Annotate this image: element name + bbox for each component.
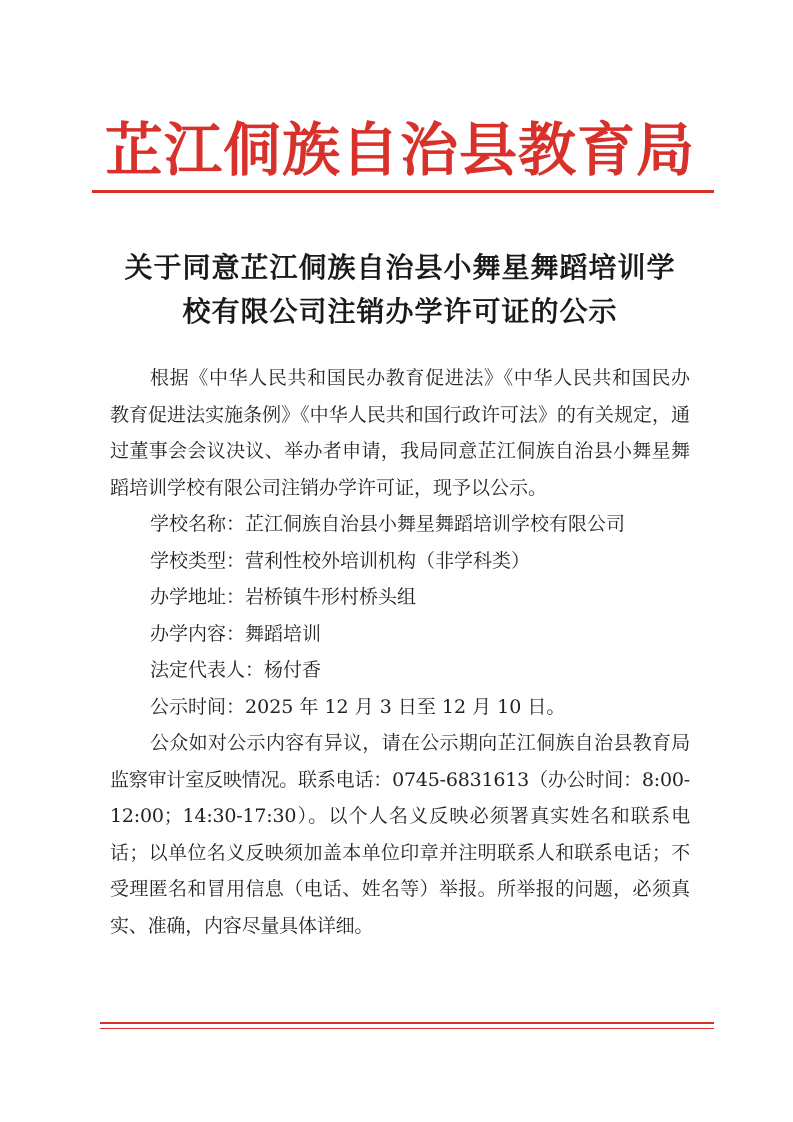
- agency-letterhead-title: 芷江侗族自治县教育局: [104, 116, 695, 184]
- intro-paragraph: 根据《中华人民共和国民办教育促进法》《中华人民共和国民办教育促进法实施条例》《中华人民共和国行政许可法》的有关规定，通过董事会会议决议、举办者申请，我局同意芷江侗族自治县小舞星舞蹈培训学校有限公司注销办学许可证，现予以公示。: [110, 367, 690, 499]
- notice-title-line-1: 关于同意芷江侗族自治县小舞星舞蹈培训学: [124, 251, 676, 284]
- field-label: 公示时间：: [150, 695, 246, 718]
- field-school-name: [110, 506, 690, 543]
- field-label: 办学地址：: [150, 586, 246, 608]
- field-value: 舞蹈培训: [245, 622, 322, 645]
- notice-body: [110, 360, 690, 944]
- field-label: 办学内容：: [150, 622, 246, 645]
- field-label: 学校类型：: [150, 549, 246, 572]
- field-school-type: [110, 543, 690, 580]
- field-school-address: [110, 579, 690, 616]
- footer-red-rule-thick: [100, 1022, 714, 1024]
- field-notice-period: [110, 689, 690, 726]
- field-label: 法定代表人：: [150, 659, 265, 681]
- footer-red-rule-thin: [100, 1028, 714, 1029]
- field-value: 岩桥镇牛形村桥头组: [245, 586, 417, 608]
- field-school-content: [110, 616, 690, 653]
- letterhead-red-rule: [92, 190, 714, 193]
- closing-paragraph: 公众如对公示内容有异议，请在公示期向芷江侗族自治县教育局监察审计室反映情况。联系电话：0745-6831613（办公时间：8:00-12:00；14:30-17:30）。以个人名义反映必须署真实姓名和联系电话；以单位名义反映须加盖本单位印章并注明联系人和联系电话；不受理匿名和冒用信息（电话、姓名等）举报。所举报的问题，必须真实、准确，内容尽量具体详细。: [110, 732, 690, 937]
- notice-title-line-2: 校有限公司注销办学许可证的公示: [182, 295, 618, 328]
- field-label: 学校名称：: [150, 513, 246, 535]
- field-value: 芷江侗族自治县小舞星舞蹈培训学校有限公司: [245, 513, 626, 535]
- field-value: 营利性校外培训机构（非学科类）: [245, 549, 531, 572]
- field-legal-representative: [110, 652, 690, 689]
- field-value: 2025 年 12 月 3 日至 12 月 10 日。: [245, 695, 566, 718]
- notice-title: [100, 246, 700, 334]
- field-value: 杨付香: [264, 659, 322, 681]
